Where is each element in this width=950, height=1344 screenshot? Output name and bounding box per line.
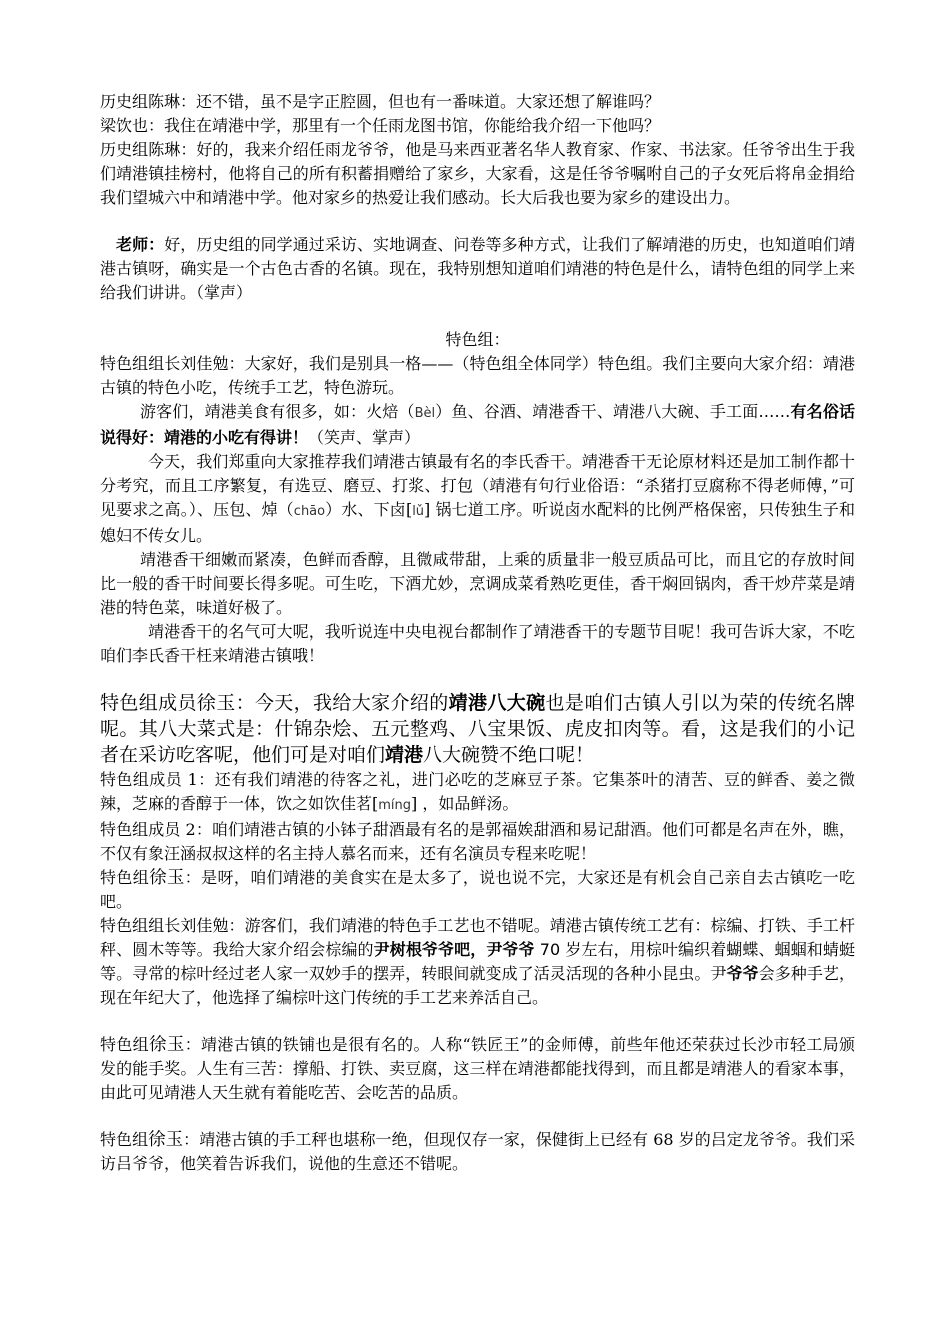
speaker-name: 徐玉 — [148, 1130, 184, 1150]
blank-line — [100, 210, 855, 233]
text-run: 岁左右，用棕叶编织着蝴蝶、蝈蝈和蜻蜓等。寻常的棕叶经过老人家一双妙手的摆弄，转眼间就变成了活灵活现的各种小昆虫。尹 — [100, 940, 855, 983]
section-heading: 特色组： — [445, 330, 510, 349]
paragraph: 特色组成员 2：咱们靖港古镇的小钵子甜酒最有名的是郭福娭甜酒和易记甜酒。他们可都是名声在外，瞧，不仅有象汪涵叔叔这样的名主持人慕名而来，还有名演员专程来吃呢！ — [100, 820, 855, 863]
text-run: 也是咱们古镇人引以为荣的传统名牌呢。其八大菜式是：什锦杂烩、五元整鸡、八宝果饭、虎皮扣肉等。看，这是我们的小记者在采访吃客呢，他们可是对咱们 — [100, 692, 855, 766]
paragraph: 历史组陈琳：好的，我来介绍任雨龙爷爷，他是马来西亚著名华人教育家、作家、书法家。任爷爷出生于我们靖港镇挂榜村，他将自己的所有积蓄捐赠给了家乡，大家看，这是任爷爷嘱咐自己的子女死后将帛金捐给我们望城六中和靖港中学。他对家乡的热爱让我们感动。长大后我也要为家乡的建设出力。 — [100, 140, 855, 207]
paragraph — [100, 400, 855, 450]
text-run: 特色组成员 1：还有我们靖港的待客之礼，进门必吃的芝麻豆子茶。它集茶叶的清苦、豆的鲜香、姜之微辣，芝麻的香醇于一体，饮之如饮佳茗[ — [100, 770, 855, 813]
text-run: 特色组成员徐玉：今天，我给大家介绍的 — [100, 692, 449, 714]
pinyin-annotation: míng — [378, 798, 412, 813]
blank-line — [100, 668, 855, 690]
pinyin-annotation: lǔ — [412, 504, 425, 519]
text-run: 特色组 — [100, 868, 150, 887]
text-run: 会多种手艺，现在年纪大了，他选择了编棕叶这门传统的手工艺来养活自己。 — [100, 964, 855, 1007]
paragraph — [100, 866, 855, 914]
document-page — [100, 90, 855, 1176]
text-run: 八大碗赞不绝口呢！ — [423, 744, 595, 766]
bold-text: 尹树根爷爷吧，尹爷爷 — [373, 940, 535, 959]
text-run: ）水、下卤[ — [325, 500, 413, 519]
paragraph — [100, 450, 855, 548]
text-run: ：靖港古镇的铁铺也是很有名的。人称“铁匠王”的金师傅，前些年他还荣获过长沙市轻工局颁发的能手奖。人生有三苦：撑船、打铁、卖豆腐，这三样在靖港都能找得到，而且都是靖港人的看家本事，由此可见靖港人天生就有着能吃苦、会吃苦的品质。 — [100, 1035, 855, 1102]
paragraph: 特色组组长刘佳勉：大家好，我们是别具一格——（特色组全体同学）特色组。我们主要向大家介绍：靖港古镇的特色小吃，传统手工艺，特色游玩。 — [100, 354, 855, 397]
text-run: 特色组 — [100, 1130, 149, 1149]
pinyin-annotation: chāo — [293, 504, 326, 519]
blank-line — [100, 1010, 855, 1033]
paragraph — [100, 1128, 855, 1176]
text-run: 今天，我们郑重向大家推荐我们靖港古镇最有名的李氏香干。靖港香干无论原材料还是加工制作都十分考究，而且工序繁复，有选豆、磨豆、打浆、打包（靖港有句行业俗语：“杀猪打豆腐称不得老师傅，”可见要求之高。）、压包、焯（ — [100, 452, 855, 519]
text-run: ] 锅七道工序。听说卤水配料的比例严格保密，只传独生子和媳妇不传女儿。 — [100, 500, 855, 545]
paragraph — [100, 914, 855, 1010]
paragraph-teacher — [100, 233, 855, 305]
paragraph-large — [100, 690, 855, 768]
paragraph: 靖港香干的名气可大呢，我听说连中央电视台都制作了靖港香干的专题节目呢！我可告诉大家，不吃咱们李氏香干枉来靖港古镇哦！ — [100, 622, 855, 665]
bold-text: 靖港八大碗 — [448, 692, 546, 714]
text-run: 特色组组长刘佳勉：游客们，我们靖港的特色手工艺也不错呢。靖港古镇传统工艺有：棕编、打铁、手工杆秤、圆木等等。我给大家介绍会棕编的 — [100, 916, 855, 959]
speaker-label: 老师： — [116, 235, 165, 254]
speaker-name: 徐玉 — [149, 1035, 185, 1055]
text-run: ：是呀，咱们靖港的美食实在是太多了，说也说不完，大家还是有机会自己亲自去古镇吃一吃吧。 — [100, 868, 855, 911]
blank-line — [100, 305, 855, 328]
paragraph — [100, 768, 855, 818]
bold-text: 有名俗话说得好：靖港的小吃有得讲！ — [100, 402, 855, 447]
paragraph: 梁饮也：我住在靖港中学，那里有一个任雨龙图书馆，你能给我介绍一下他吗？ — [100, 116, 661, 135]
pinyin-annotation: Bèl — [414, 406, 436, 421]
text-run: 好，历史组的同学通过采访、实地调查、问卷等多种方式，让我们了解靖港的历史，也知道咱们靖港古镇呀，确实是一个古色古香的名镇。现在，我特别想知道咱们靖港的特色是什么，请特色组的同学上来给我们讲讲。（掌声） — [100, 235, 855, 302]
text-run: 特色组 — [100, 1035, 150, 1054]
text-run: ）鱼、谷酒、靖港香干、靖港八大碗、手工面…… — [435, 402, 791, 421]
paragraph: 靖港香干细嫩而紧凑，色鲜而香醇，且微咸带甜，上乘的质量非一般豆质品可比，而且它的存放时间比一般的香干时间要长得多呢。可生吃，下酒尤妙，烹调成菜肴熟吃更佳，香干焖回锅肉，香干炒芹菜是靖港的特色菜，味道好极了。 — [100, 550, 855, 617]
paragraph: 历史组陈琳：还不错，虽不是字正腔圆，但也有一番味道。大家还想了解谁吗？ — [100, 92, 661, 111]
speaker-name: 徐玉 — [149, 868, 185, 888]
text-run: ] ，如品鲜汤。 — [411, 794, 519, 813]
blank-line — [100, 1105, 855, 1128]
text-run: ：靖港古镇的手工秤也堪称一绝，但现仅存一家，保健街上已经有 68 岁的吕定龙爷爷。我们采访吕爷爷，他笑着告诉我们，说他的生意还不错呢。 — [100, 1130, 855, 1173]
text-run: 游客们，靖港美食有很多，如：火焙（ — [140, 402, 415, 421]
paragraph — [100, 1033, 855, 1105]
bold-text: 爷爷 — [726, 964, 759, 983]
text-run: （笑声、掌声） — [308, 428, 421, 447]
age-number: 70 — [534, 940, 566, 959]
bold-text: 靖港 — [385, 744, 424, 766]
